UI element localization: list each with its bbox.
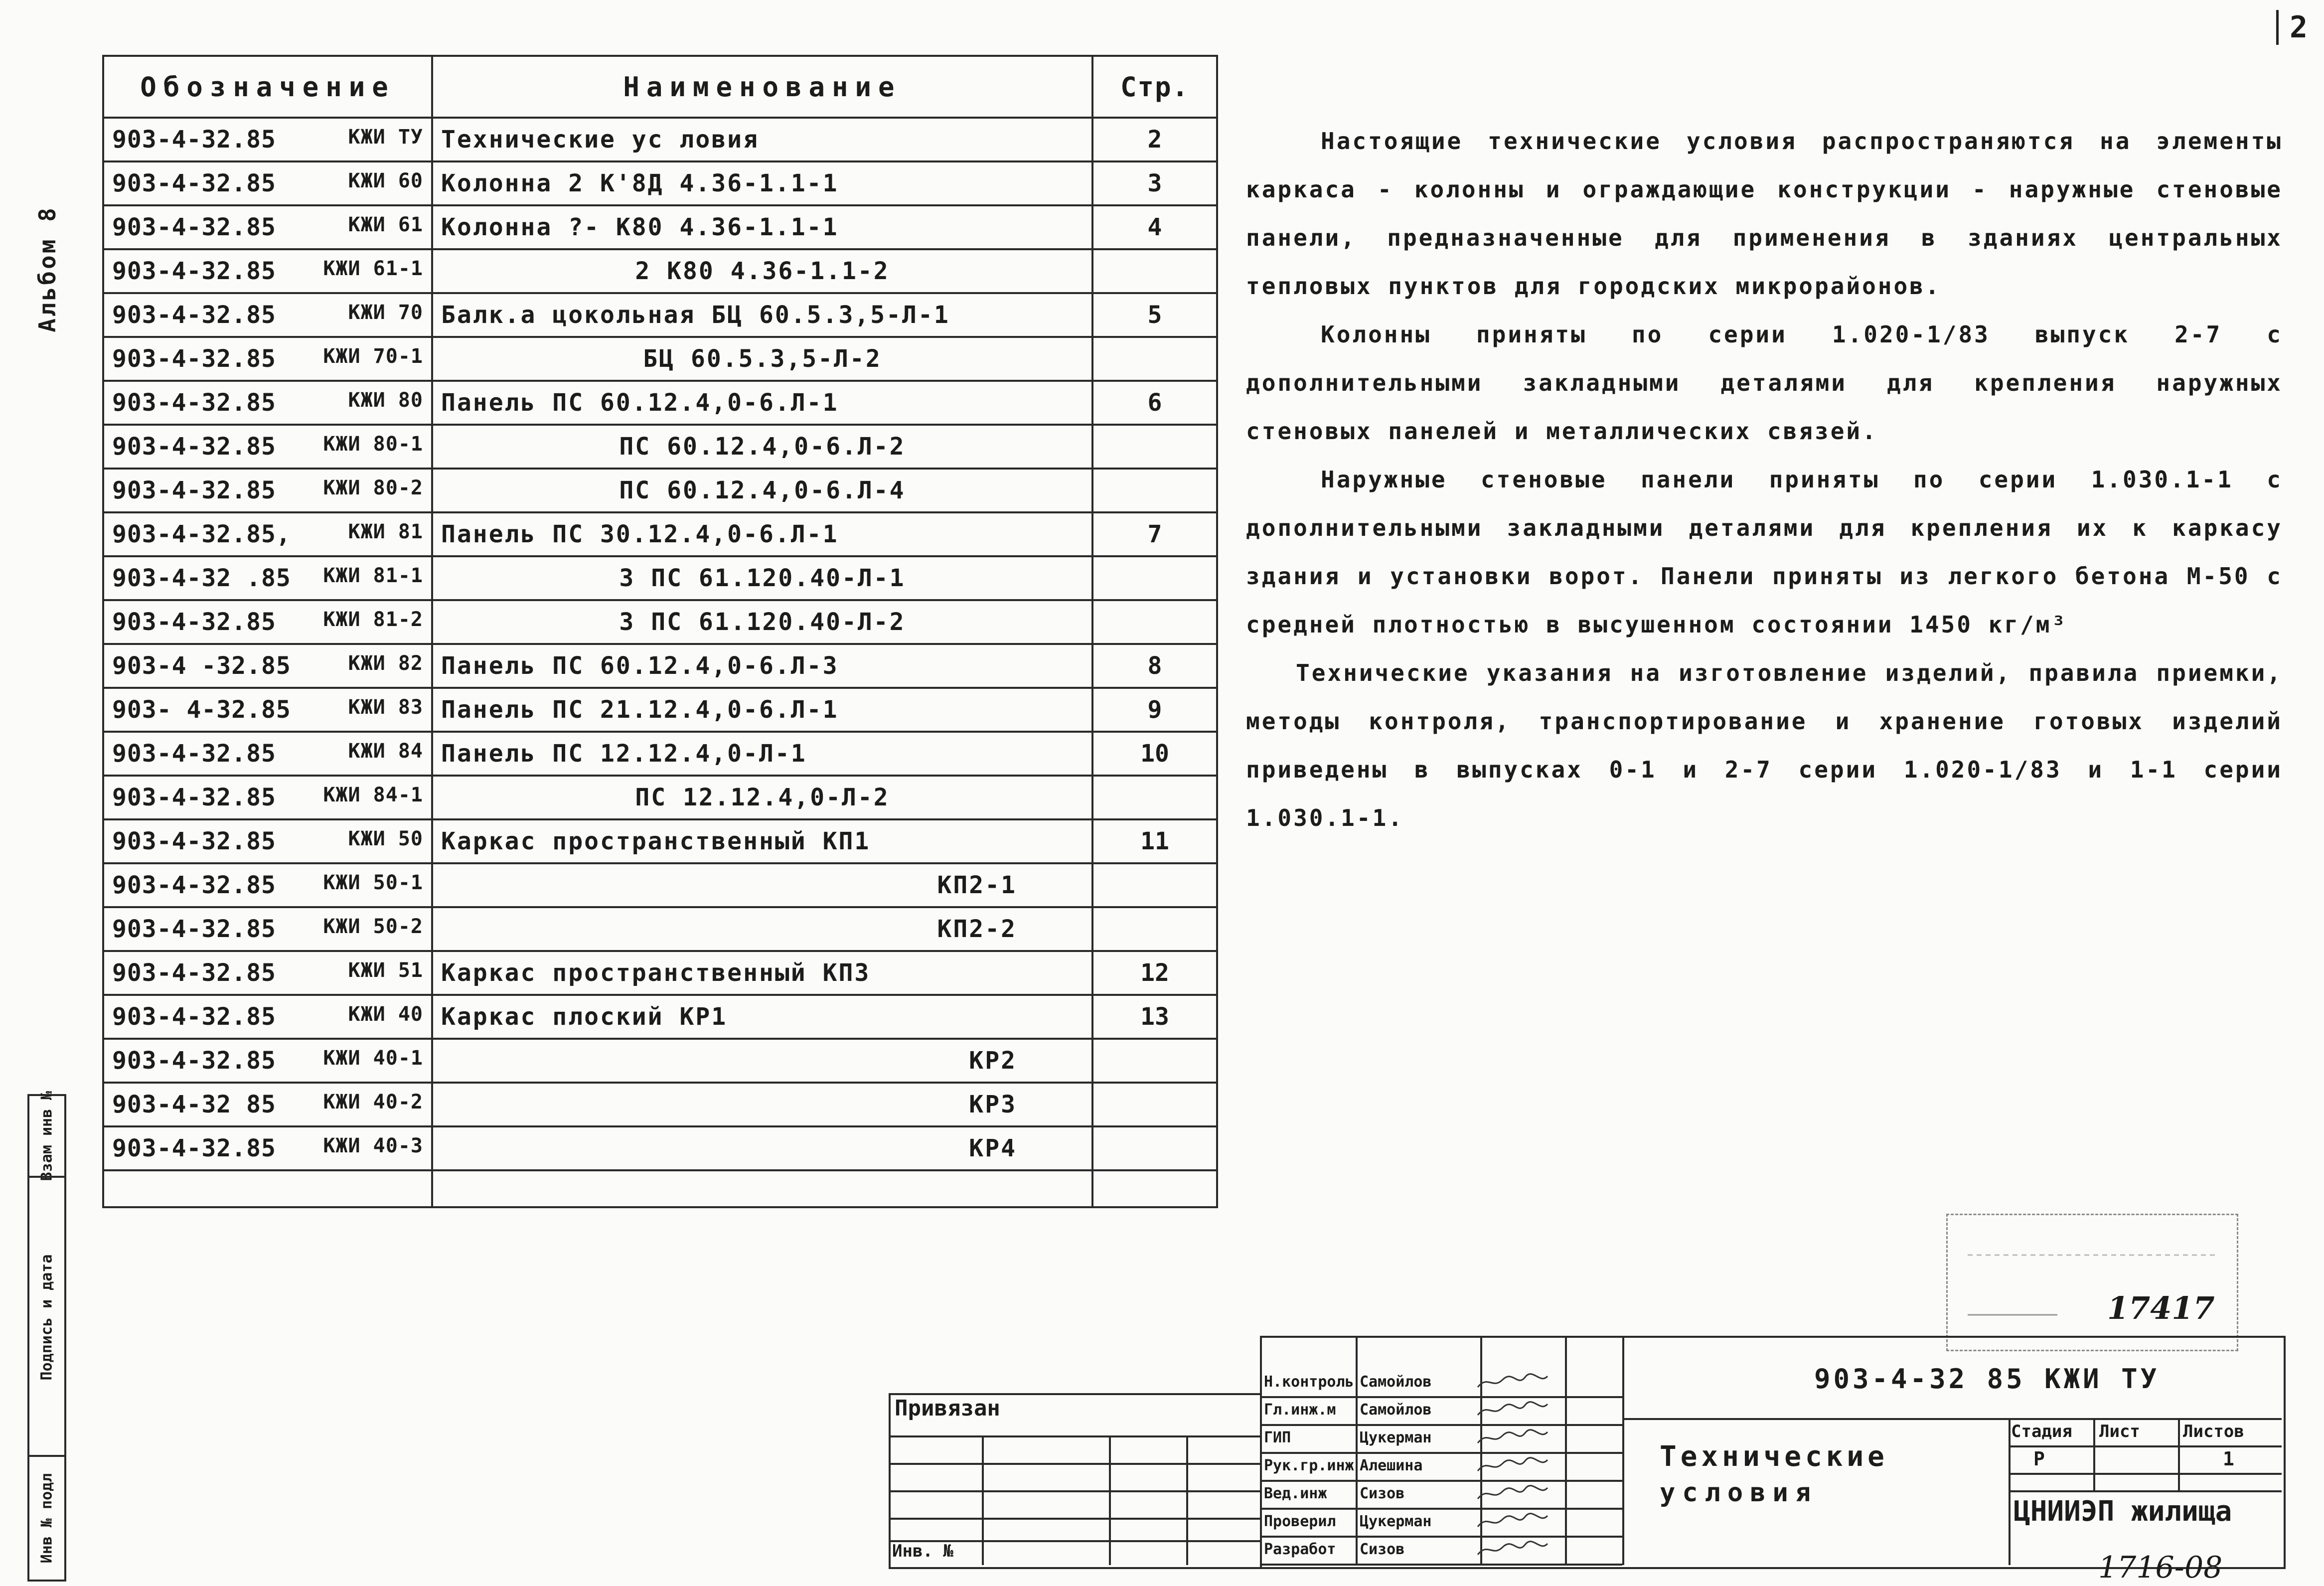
table-row (103, 1039, 1217, 1083)
row-page (1092, 337, 1217, 381)
row-suffix: КЖИ 81-1 (323, 564, 423, 587)
row-designation (103, 118, 432, 161)
album-label-text: Альбом 8 (34, 206, 61, 332)
row-suffix: КЖИ 40 (348, 1003, 423, 1026)
signature-name: Сизов (1360, 1485, 1405, 1502)
row-page: 8 (1092, 644, 1217, 688)
doc-code: 903-4-32 85 КЖИ ТУ (1814, 1363, 2160, 1395)
row-name: КП2-2 (432, 907, 1092, 951)
row-page: 12 (1092, 951, 1217, 995)
row-page (1092, 907, 1217, 951)
table-row (103, 907, 1217, 951)
handwritten-signature (1475, 1484, 1550, 1504)
row-page (1092, 776, 1217, 819)
row-code: 903-4-32.85 (112, 169, 276, 197)
row-code: 903-4-32.85 (112, 345, 276, 373)
table-row (103, 469, 1217, 512)
row-name: КР2 (432, 1039, 1092, 1083)
table-row (103, 425, 1217, 469)
row-page (1092, 600, 1217, 644)
row-designation (103, 951, 432, 995)
row-code: 903-4-32.85 (112, 213, 276, 241)
row-suffix: КЖИ 82 (348, 652, 423, 675)
technical-notes (1246, 117, 2283, 842)
row-designation (103, 161, 432, 205)
row-designation (103, 293, 432, 337)
signature-row (1260, 1396, 1432, 1424)
signature-row (1260, 1452, 1423, 1480)
row-page (1092, 425, 1217, 469)
stage-label: Стадия (2011, 1422, 2072, 1441)
row-suffix: КЖИ 60 (348, 169, 423, 192)
row-name: Колонна ?- К80 4.36-1.1-1 (432, 205, 1092, 249)
row-page: 13 (1092, 995, 1217, 1039)
table-row (103, 118, 1217, 161)
row-code: 903-4-32 .85 (112, 564, 291, 592)
signature-name: Самойлов (1360, 1401, 1432, 1419)
row-suffix: КЖИ 80 (348, 389, 423, 412)
signature-role: Разработ (1264, 1541, 1336, 1558)
doc-title-line-2: условия (1660, 1478, 1818, 1508)
signature-name: Цукерман (1360, 1513, 1432, 1530)
row-designation (103, 907, 432, 951)
table-row (103, 1083, 1217, 1126)
row-code: 903-4-32.85 (112, 126, 276, 154)
header-designation: Обозначение (103, 56, 432, 118)
notes-paragraph-3: Наружные стеновые панели приняты по серии 1.030.1-1 с дополнительными закладными деталями для крепления их к каркасу здания и установки ворот. Панели приняты из легкого бетона М-50 с средней плотностью в высушенном состоянии 1450 кг/м³ (1246, 466, 2283, 638)
row-name: Балк.а цокольная БЦ 60.5.3,5-Л-1 (432, 293, 1092, 337)
table-row (103, 1126, 1217, 1170)
row-name: Каркас пространственный КП1 (432, 819, 1092, 863)
row-name: ПС 12.12.4,0-Л-2 (432, 776, 1092, 819)
table-body (103, 118, 1217, 1207)
table-row (103, 512, 1217, 556)
signature-role: Вед.инж (1264, 1485, 1327, 1502)
row-name: Панель ПС 60.12.4,0-6.Л-3 (432, 644, 1092, 688)
row-code: 903-4-32.85 (112, 827, 276, 855)
row-code: 903-4-32.85 (112, 915, 276, 943)
table-row (103, 644, 1217, 688)
table-header-row (103, 56, 1217, 118)
row-suffix: КЖИ 84 (348, 740, 423, 763)
table-row (103, 249, 1217, 293)
header-name: Наименование (432, 56, 1092, 118)
signature-name: Сизов (1360, 1541, 1405, 1558)
specification-table (102, 55, 1218, 1208)
notes-paragraph-1: Настоящие технические условия распространяются на элементы каркаса - колонны и ограждающие конструкции - наружные стеновые панели, предназначенные для применения в зданиях центральных тепловых пунктов для городских микрорайонов. (1246, 128, 2283, 300)
row-page: 9 (1092, 688, 1217, 732)
row-page (1092, 1126, 1217, 1170)
row-name: 3 ПС 61.120.40-Л-1 (432, 556, 1092, 600)
row-suffix: КЖИ 61-1 (323, 257, 423, 280)
row-designation (103, 776, 432, 819)
side-inv-orig: Инв № подл (38, 1473, 56, 1564)
handwritten-signature (1475, 1428, 1550, 1448)
signature-role: ГИП (1264, 1429, 1291, 1446)
sheets-label: Листов (2183, 1422, 2244, 1441)
row-name: 2 К80 4.36-1.1-2 (432, 249, 1092, 293)
signature-row (1260, 1508, 1432, 1536)
notes-paragraph-2: Колонны приняты по серии 1.020-1/83 выпуск 2-7 с дополнительными закладными деталями для крепления наружных стеновых панелей и металлических связей. (1246, 321, 2283, 445)
row-name: Панель ПС 30.12.4,0-6.Л-1 (432, 512, 1092, 556)
left-side-stamp (27, 1091, 66, 1582)
row-name: ПС 60.12.4,0-6.Л-2 (432, 425, 1092, 469)
row-code: 903-4-32.85 (112, 959, 276, 987)
row-page: 10 (1092, 732, 1217, 776)
table-row (103, 776, 1217, 819)
row-name: Каркас плоский КР1 (432, 995, 1092, 1039)
row-page: 7 (1092, 512, 1217, 556)
row-page (1092, 1083, 1217, 1126)
row-code: 903-4-32.85 (112, 740, 276, 768)
row-suffix: КЖИ 50-1 (323, 871, 423, 894)
table-row (103, 205, 1217, 249)
row-suffix: КЖИ 50-2 (323, 915, 423, 938)
row-code: 903-4-32.85 (112, 433, 276, 461)
signature-row (1260, 1480, 1405, 1508)
row-designation (103, 556, 432, 600)
row-suffix: КЖИ 80-2 (323, 476, 423, 499)
table-row (103, 863, 1217, 907)
table-row (103, 995, 1217, 1039)
organization: ЦНИИЭП жилища (2014, 1495, 2232, 1528)
row-name: 3 ПС 61.120.40-Л-2 (432, 600, 1092, 644)
row-page: 2 (1092, 118, 1217, 161)
row-page: 5 (1092, 293, 1217, 337)
row-designation (103, 249, 432, 293)
table-row (103, 293, 1217, 337)
row-code: 903-4-32.85 (112, 1047, 276, 1075)
row-designation (103, 732, 432, 776)
handwritten-signature (1475, 1456, 1550, 1476)
header-page: Стр. (1092, 56, 1217, 118)
side-sign-date: Подпись и дата (38, 1254, 56, 1381)
table-row (103, 381, 1217, 425)
row-suffix: КЖИ 80-1 (323, 433, 423, 456)
row-name: Панель ПС 60.12.4,0-6.Л-1 (432, 381, 1092, 425)
side-cell-inv-repl (29, 1091, 64, 1181)
row-suffix: КЖИ 61 (348, 213, 423, 236)
row-suffix: КЖИ 83 (348, 696, 423, 719)
handwritten-signature (1475, 1372, 1550, 1392)
row-page (1092, 556, 1217, 600)
inv-label: Инв. № (892, 1541, 953, 1561)
handwritten-signature (1475, 1512, 1550, 1532)
row-designation (103, 1083, 432, 1126)
signature-role: Рук.гр.инж (1264, 1457, 1354, 1474)
handwritten-signature (1475, 1540, 1550, 1560)
signature-row (1260, 1368, 1432, 1396)
signature-name: Самойлов (1360, 1373, 1432, 1391)
row-code: 903-4-32.85 (112, 1003, 276, 1031)
row-name: БЦ 60.5.3,5-Л-2 (432, 337, 1092, 381)
row-designation (103, 425, 432, 469)
row-suffix: КЖИ 81 (348, 520, 423, 543)
side-cell-sign-date (29, 1176, 64, 1457)
row-page (1092, 469, 1217, 512)
row-designation (103, 1126, 432, 1170)
row-suffix: КЖИ 70 (348, 301, 423, 324)
row-suffix: КЖИ 40-3 (323, 1134, 423, 1157)
row-page (1092, 1039, 1217, 1083)
row-code: 903-4 -32.85 (112, 652, 291, 680)
signature-name: Алешина (1360, 1457, 1423, 1474)
row-code: 903-4-32.85 (112, 608, 276, 636)
row-designation (103, 381, 432, 425)
empty-cell (1092, 1170, 1217, 1207)
sheets-value: 1 (2223, 1448, 2234, 1470)
row-designation (103, 688, 432, 732)
row-code: 903-4-32.85, (112, 520, 291, 548)
row-code: 903-4-32.85 (112, 257, 276, 285)
row-name: ПС 60.12.4,0-6.Л-4 (432, 469, 1092, 512)
row-suffix: КЖИ 40-1 (323, 1047, 423, 1070)
row-name: КП2-1 (432, 863, 1092, 907)
row-suffix: КЖИ 40-2 (323, 1091, 423, 1113)
row-code: 903-4-32.85 (112, 301, 276, 329)
row-designation (103, 205, 432, 249)
row-suffix: КЖИ 51 (348, 959, 423, 982)
row-code: 903-4-32 85 (112, 1091, 276, 1118)
signature-role: Проверил (1264, 1513, 1336, 1530)
table-row (103, 688, 1217, 732)
stage-value: Р (2033, 1448, 2045, 1470)
table-row (103, 819, 1217, 863)
row-designation (103, 1039, 432, 1083)
row-designation (103, 469, 432, 512)
row-designation (103, 512, 432, 556)
row-designation (103, 337, 432, 381)
row-code: 903-4-32.85 (112, 476, 276, 504)
bound-label: Привязан (895, 1396, 1000, 1421)
row-name: Панель ПС 12.12.4,0-Л-1 (432, 732, 1092, 776)
row-designation (103, 600, 432, 644)
row-code: 903-4-32.85 (112, 871, 276, 899)
row-suffix: КЖИ 50 (348, 827, 423, 850)
row-code: 903-4-32.85 (112, 784, 276, 811)
row-name: Колонна 2 К'8Д 4.36-1.1-1 (432, 161, 1092, 205)
row-name: Каркас пространственный КП3 (432, 951, 1092, 995)
table-row (103, 556, 1217, 600)
row-page (1092, 249, 1217, 293)
row-page: 6 (1092, 381, 1217, 425)
table-row (103, 951, 1217, 995)
row-designation (103, 644, 432, 688)
table-row-empty (103, 1170, 1217, 1207)
signature-role: Гл.инж.м (1264, 1401, 1336, 1419)
handwritten-signature (1475, 1400, 1550, 1420)
row-page: 4 (1092, 205, 1217, 249)
stamp-graphic (1948, 1215, 2237, 1350)
side-cell-inv-orig (29, 1455, 64, 1580)
stamp-number: 17417 (2107, 1290, 2215, 1326)
registration-stamp (1946, 1214, 2238, 1351)
row-designation (103, 863, 432, 907)
table-row (103, 337, 1217, 381)
signature-row (1260, 1536, 1405, 1564)
table-row (103, 161, 1217, 205)
signature-row (1260, 1424, 1432, 1452)
row-designation (103, 819, 432, 863)
signature-role: Н.контроль (1264, 1373, 1354, 1391)
sheet-label: Лист (2099, 1422, 2140, 1441)
row-code: 903-4-32.85 (112, 1134, 276, 1162)
empty-cell (432, 1170, 1092, 1207)
table-row (103, 600, 1217, 644)
row-name: Технические ус ловия (432, 118, 1092, 161)
notes-paragraph-4: Технические указания на изготовление изделий, правила приемки, методы контроля, транспортирование и хранение готовых изделий приведены в выпусках 0-1 и 2-7 серии 1.020-1/83 и 1-1 серии 1.030.1-1. (1246, 659, 2283, 831)
row-name: Панель ПС 21.12.4,0-6.Л-1 (432, 688, 1092, 732)
row-suffix: КЖИ ТУ (348, 126, 423, 149)
album-label (25, 174, 70, 364)
archive-code: 1716-08 (2098, 1550, 2223, 1585)
doc-title-line-1: Технические (1660, 1440, 1888, 1473)
empty-cell (103, 1170, 432, 1207)
row-name: КР3 (432, 1083, 1092, 1126)
row-page: 3 (1092, 161, 1217, 205)
row-code: 903-4-32.85 (112, 389, 276, 417)
row-name: КР4 (432, 1126, 1092, 1170)
row-suffix: КЖИ 81-2 (323, 608, 423, 631)
row-code: 903- 4-32.85 (112, 696, 291, 724)
sheet-number: 2 (2276, 10, 2308, 45)
side-inv-repl: Взам инв № (38, 1091, 56, 1181)
table-row (103, 732, 1217, 776)
row-page (1092, 863, 1217, 907)
row-page: 11 (1092, 819, 1217, 863)
signature-name: Цукерман (1360, 1429, 1432, 1446)
row-suffix: КЖИ 84-1 (323, 784, 423, 806)
row-designation (103, 995, 432, 1039)
row-suffix: КЖИ 70-1 (323, 345, 423, 368)
